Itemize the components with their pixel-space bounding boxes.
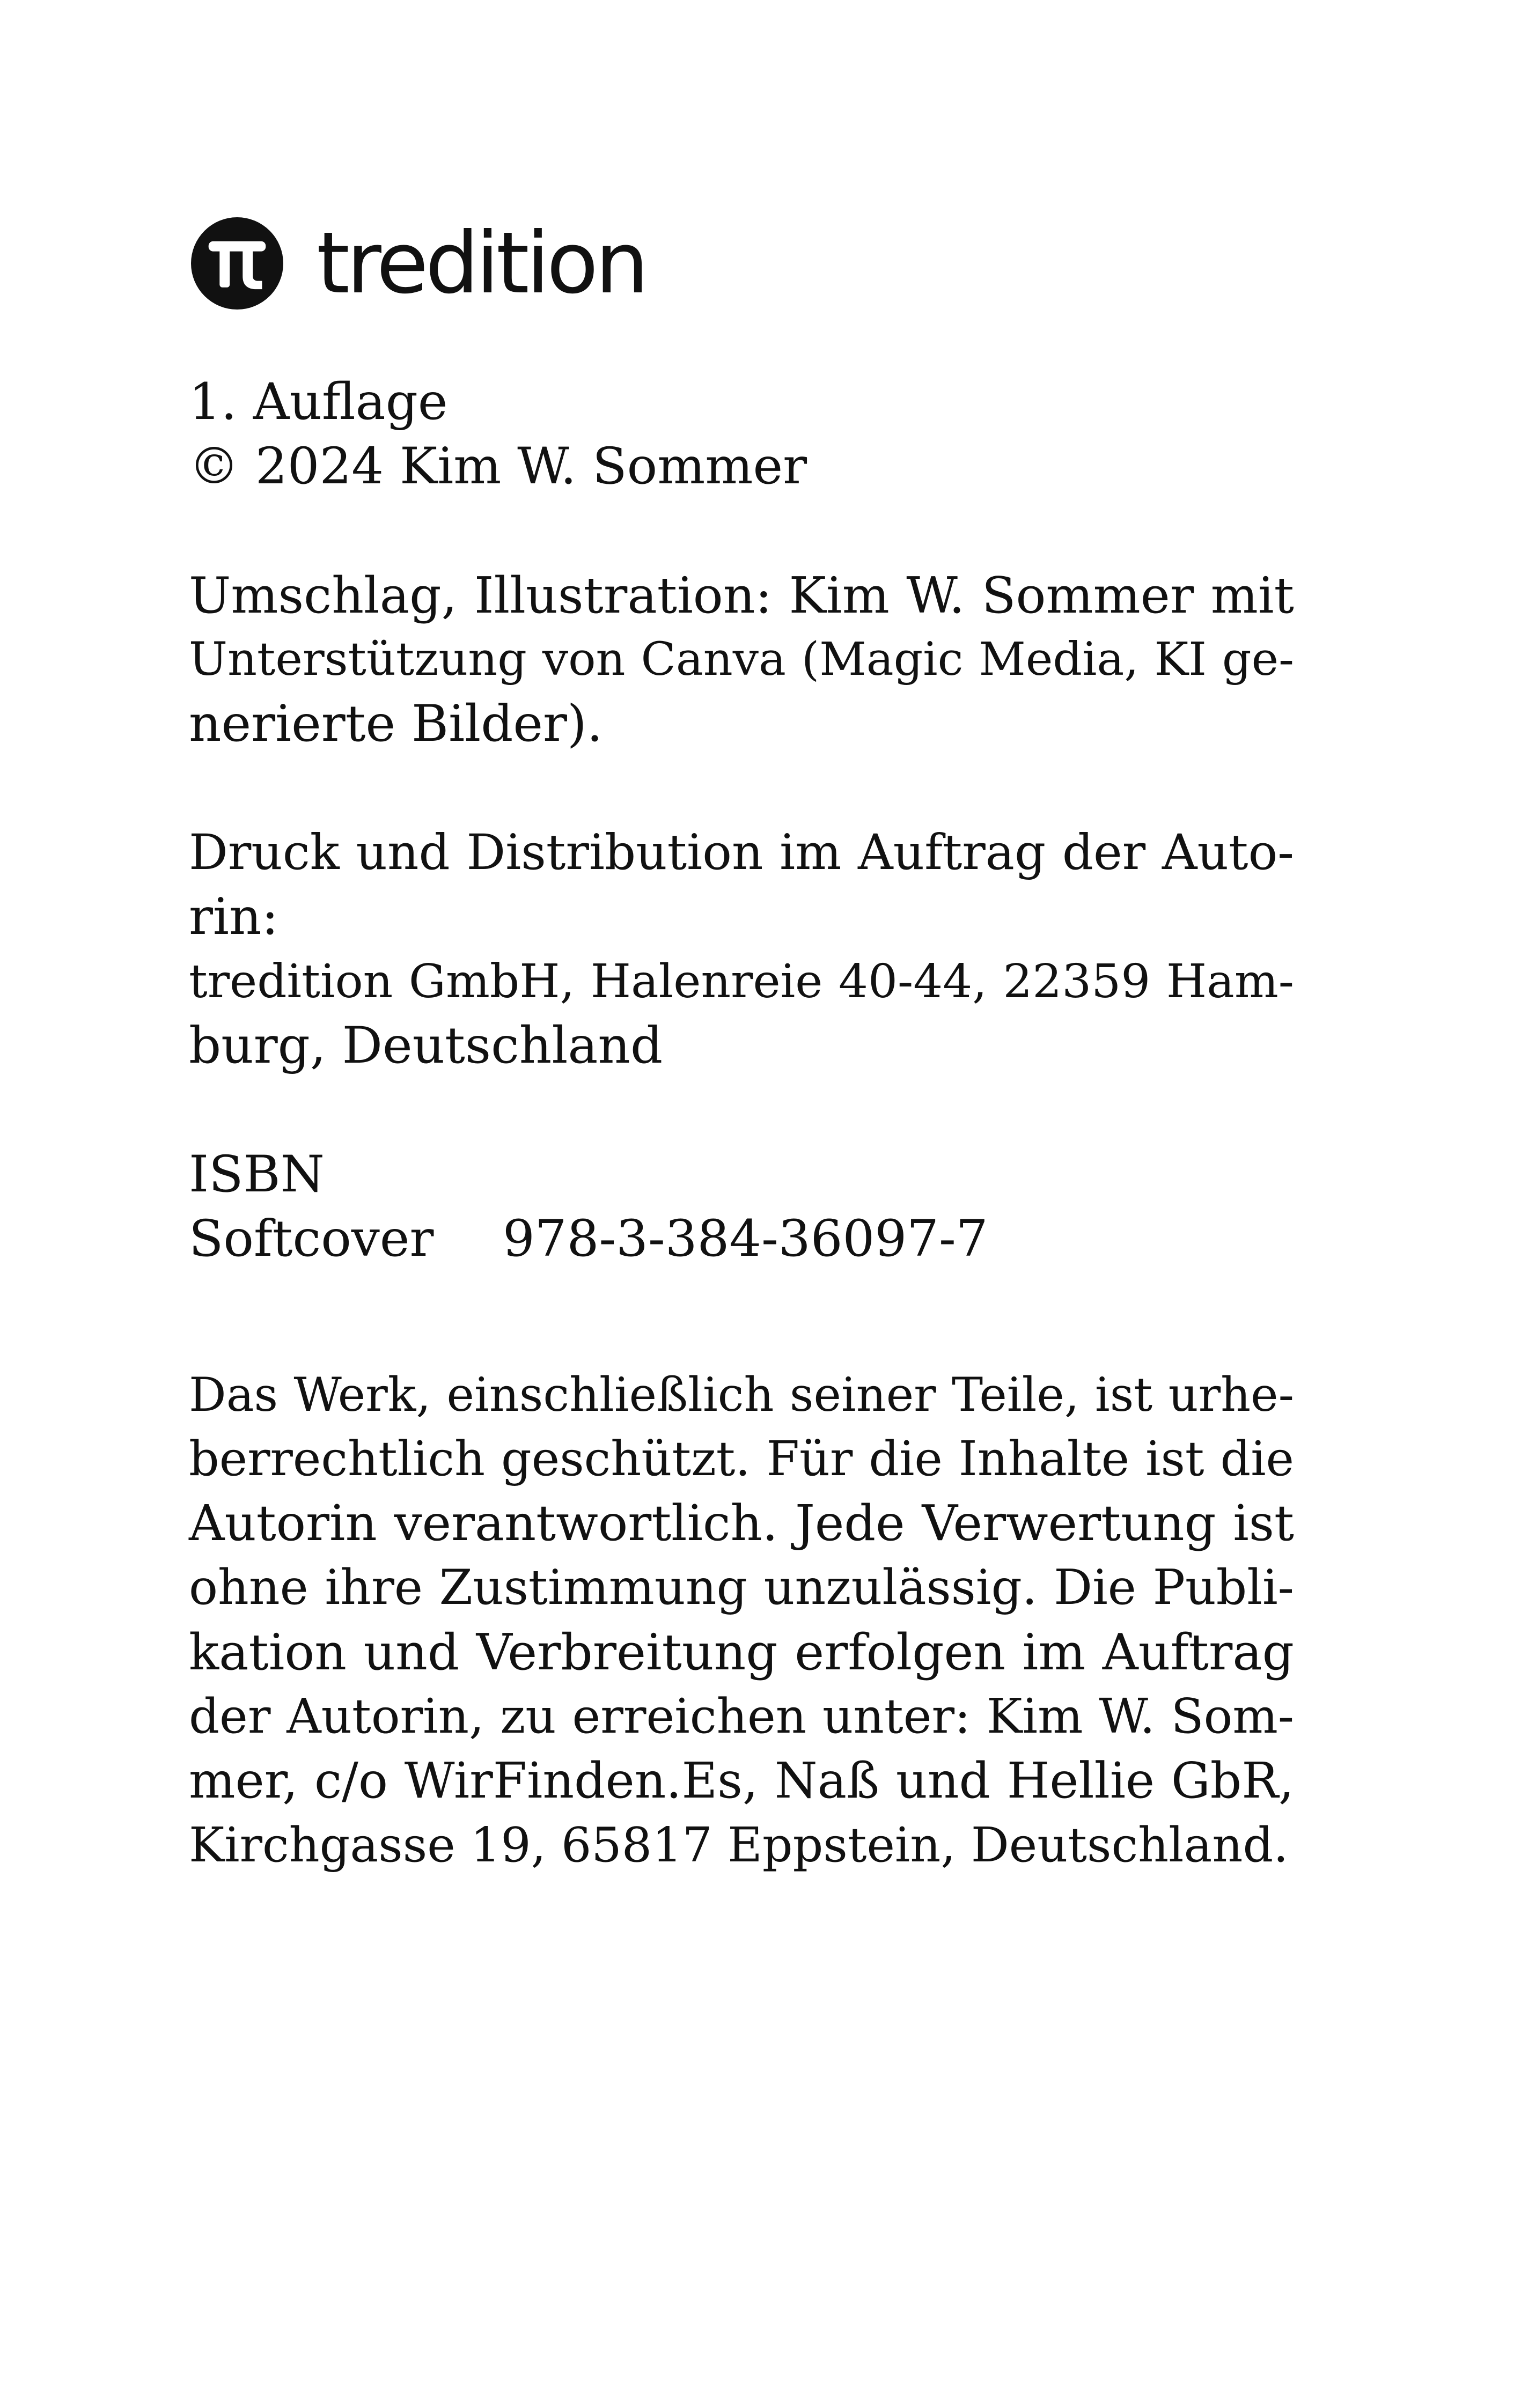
distribution-line: Druck und Distribution im Auftrag der Auto- <box>189 824 1294 881</box>
isbn-block <box>189 1143 1294 1271</box>
publisher-wordmark: tredition <box>317 214 646 313</box>
copyright-notice-block <box>189 1363 1294 1877</box>
distribution-line: tredition GmbH, Halenreie 40-44, 22359 Ham- <box>189 955 1294 1008</box>
isbn-heading: ISBN <box>189 1145 325 1204</box>
distribution-line: rin: <box>189 888 279 946</box>
copyright-notice-line: Das Werk, einschließlich seiner Teile, ist urhe- <box>189 1367 1294 1422</box>
copyright-holder-line: © 2024 Kim W. Sommer <box>189 437 807 496</box>
cover-credit-line: Unterstützung von Canva (Magic Media, KI ge- <box>189 633 1294 686</box>
distribution-line: burg, Deutschland <box>189 1017 663 1075</box>
edition-line: 1. Auflage <box>189 373 448 431</box>
isbn-number: 978-3-384-36097-7 <box>503 1210 988 1268</box>
isbn-format: Softcover <box>189 1210 434 1268</box>
cover-credit-line: Umschlag, Illustration: Kim W. Sommer mit <box>189 566 1294 624</box>
tredition-logo-icon <box>191 217 283 310</box>
copyright-notice-line: Autorin verantwortlich. Jede Verwertung ist <box>189 1494 1294 1552</box>
distribution-block <box>189 821 1294 1078</box>
edition-block <box>189 370 1294 499</box>
copyright-notice-line: kation und Verbreitung erfolgen im Auftrag <box>189 1623 1294 1681</box>
isbn-row <box>189 1207 1294 1271</box>
copyright-notice-line: ohne ihre Zustimmung unzulässig. Die Publi- <box>189 1560 1294 1616</box>
copyright-notice-line: berrechtlich geschützt. Für die Inhalte ist die <box>189 1431 1294 1486</box>
cover-credit-line: nerierte Bilder). <box>189 695 603 753</box>
copyright-notice-line: der Autorin, zu erreichen unter: Kim W. Som- <box>189 1689 1294 1744</box>
copyright-notice-line: mer, c/o WirFinden.Es, Naß und Hellie GbR, <box>189 1752 1294 1809</box>
publisher-logo <box>191 214 646 313</box>
cover-credit-block <box>189 563 1294 756</box>
copyright-notice-line: Kirchgasse 19, 65817 Eppstein, Deutschland. <box>189 1817 1289 1873</box>
